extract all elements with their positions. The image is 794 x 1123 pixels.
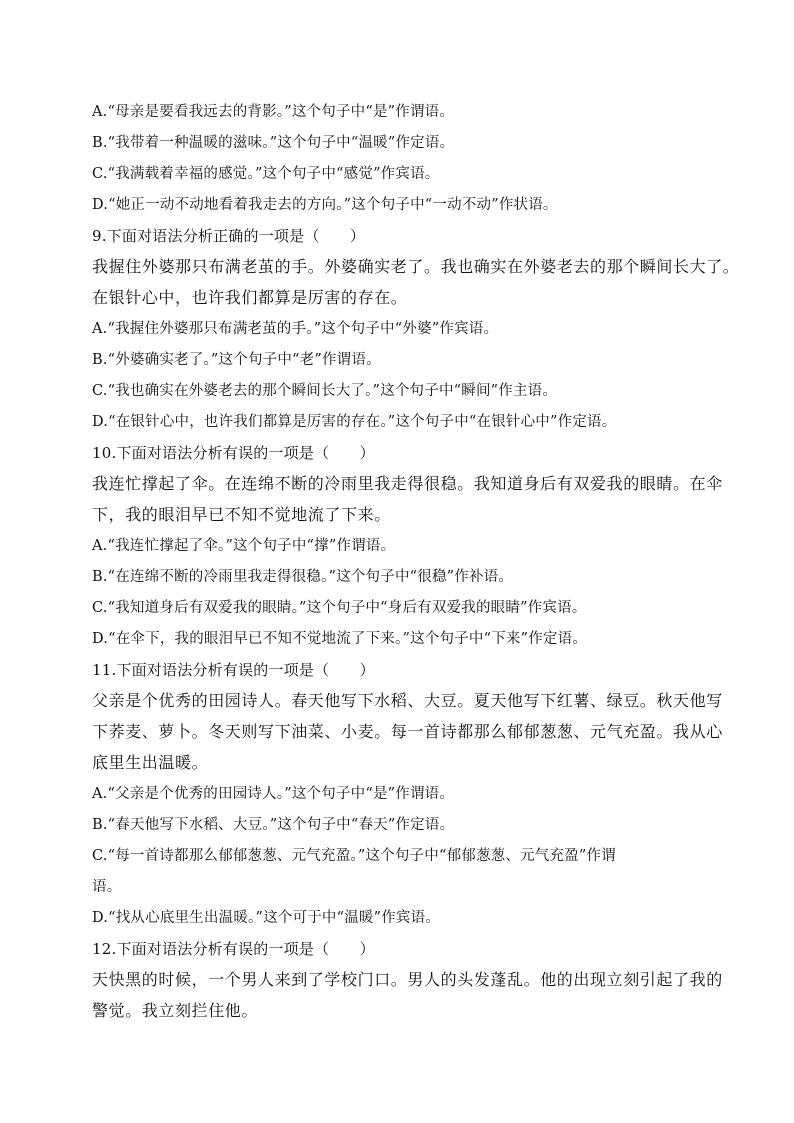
q8-option-c: C.“我满载着幸福的感觉。”这个句子中“感觉”作宾语。 — [92, 166, 440, 182]
q12-passage-line: 天快黑的时候，一个男人来到了学校门口。男人的头发蓬乱。他的出现立刻引起了我的 — [92, 970, 723, 989]
q10-option-a: A.“我连忙撑起了伞。”这个句子中“撑”作谓语。 — [92, 538, 396, 554]
q11-passage-line: 下荞麦、萝卜。冬天则写下油菜、小麦。每一首诗都那么郁郁葱葱、元气充盈。我从心 — [92, 722, 723, 741]
q11-option-a: A.“父亲是个优秀的田园诗人。”这个句子中“是”作谓语。 — [92, 786, 455, 802]
q12-passage-line: 警觉。我立刻拦住他。 — [92, 1001, 259, 1020]
q8-option-b: B.“我带着一种温暖的滋味。”这个句子中“温暖”作定语。 — [92, 135, 455, 151]
q10-passage-line: 下，我的眼泪早已不知不觉地流了下来。 — [92, 505, 391, 524]
q9-option-a: A.“我握住外婆那只布满老茧的手。”这个句子中“外婆”作宾语。 — [92, 321, 499, 337]
q9-passage-line: 在银针心中，也许我们都算是厉害的存在。 — [92, 288, 408, 307]
q10-passage-line: 我连忙撑起了伞。在连绵不断的冷雨里我走得很稳。我知道身后有双爱我的眼睛。在伞 — [92, 474, 723, 493]
q11-passage-line: 父亲是个优秀的田园诗人。春天他写下水稻、大豆。夏天他写下红薯、绿豆。秋天他写 — [92, 691, 723, 710]
q9-passage-line: 我握住外婆那只布满老茧的手。外婆确实老了。我也确实在外婆老去的那个瞬间长大了。 — [92, 257, 740, 276]
q11-passage-line: 底里生出温暖。 — [92, 753, 209, 772]
q11-option-d: D.“找从心底里生出温暖。”这个可于中“温暖”作宾语。 — [92, 910, 441, 926]
q11-option-c: C.“每一首诗都那么郁郁葱葱、元气充盈。”这个句子中“郁郁葱葱、元气充盈”作谓 — [92, 848, 616, 864]
q9-option-c: C.“我也确实在外婆老去的那个瞬间长大了。”这个句子中“瞬间”作主语。 — [92, 383, 558, 399]
q9-option-d: D.“在银针心中，也许我们都算是厉害的存在。”这个句子中“在银针心中”作定语。 — [92, 414, 617, 430]
q9-option-b: B.“外婆确实老了。”这个句子中“老”作谓语。 — [92, 352, 381, 368]
q8-option-d: D.“她正一动不动地看着我走去的方向。”这个句子中“一动不动”作状语。 — [92, 197, 558, 213]
q11-option-b: B.“春天他写下水稻、大豆。”这个句子中“春天”作定语。 — [92, 817, 455, 833]
q10-option-d: D.“在伞下，我的眼泪早已不知不觉地流了下来。”这个句子中“下来”作定语。 — [92, 631, 588, 647]
q9-stem: 9.下面对语法分析正确的一项是（ ） — [92, 227, 366, 245]
q10-option-b: B.“在连绵不断的冷雨里我走得很稳。”这个句子中“很稳”作补语。 — [92, 569, 514, 585]
q8-option-a: A.“母亲是要看我远去的背影。”这个句子中“是”作谓语。 — [92, 104, 455, 120]
q10-option-c: C.“我知道身后有双爱我的眼睛。”这个句子中“身后有双爱我的眼睛”作宾语。 — [92, 600, 587, 616]
q11-option-c-continued: 语。 — [92, 879, 122, 895]
q11-stem: 11.下面对语法分析有误的一项是（ ） — [92, 661, 375, 679]
q12-stem: 12.下面对语法分析有误的一项是（ ） — [92, 940, 375, 958]
q10-stem: 10.下面对语法分析有误的一项是（ ） — [92, 444, 375, 462]
